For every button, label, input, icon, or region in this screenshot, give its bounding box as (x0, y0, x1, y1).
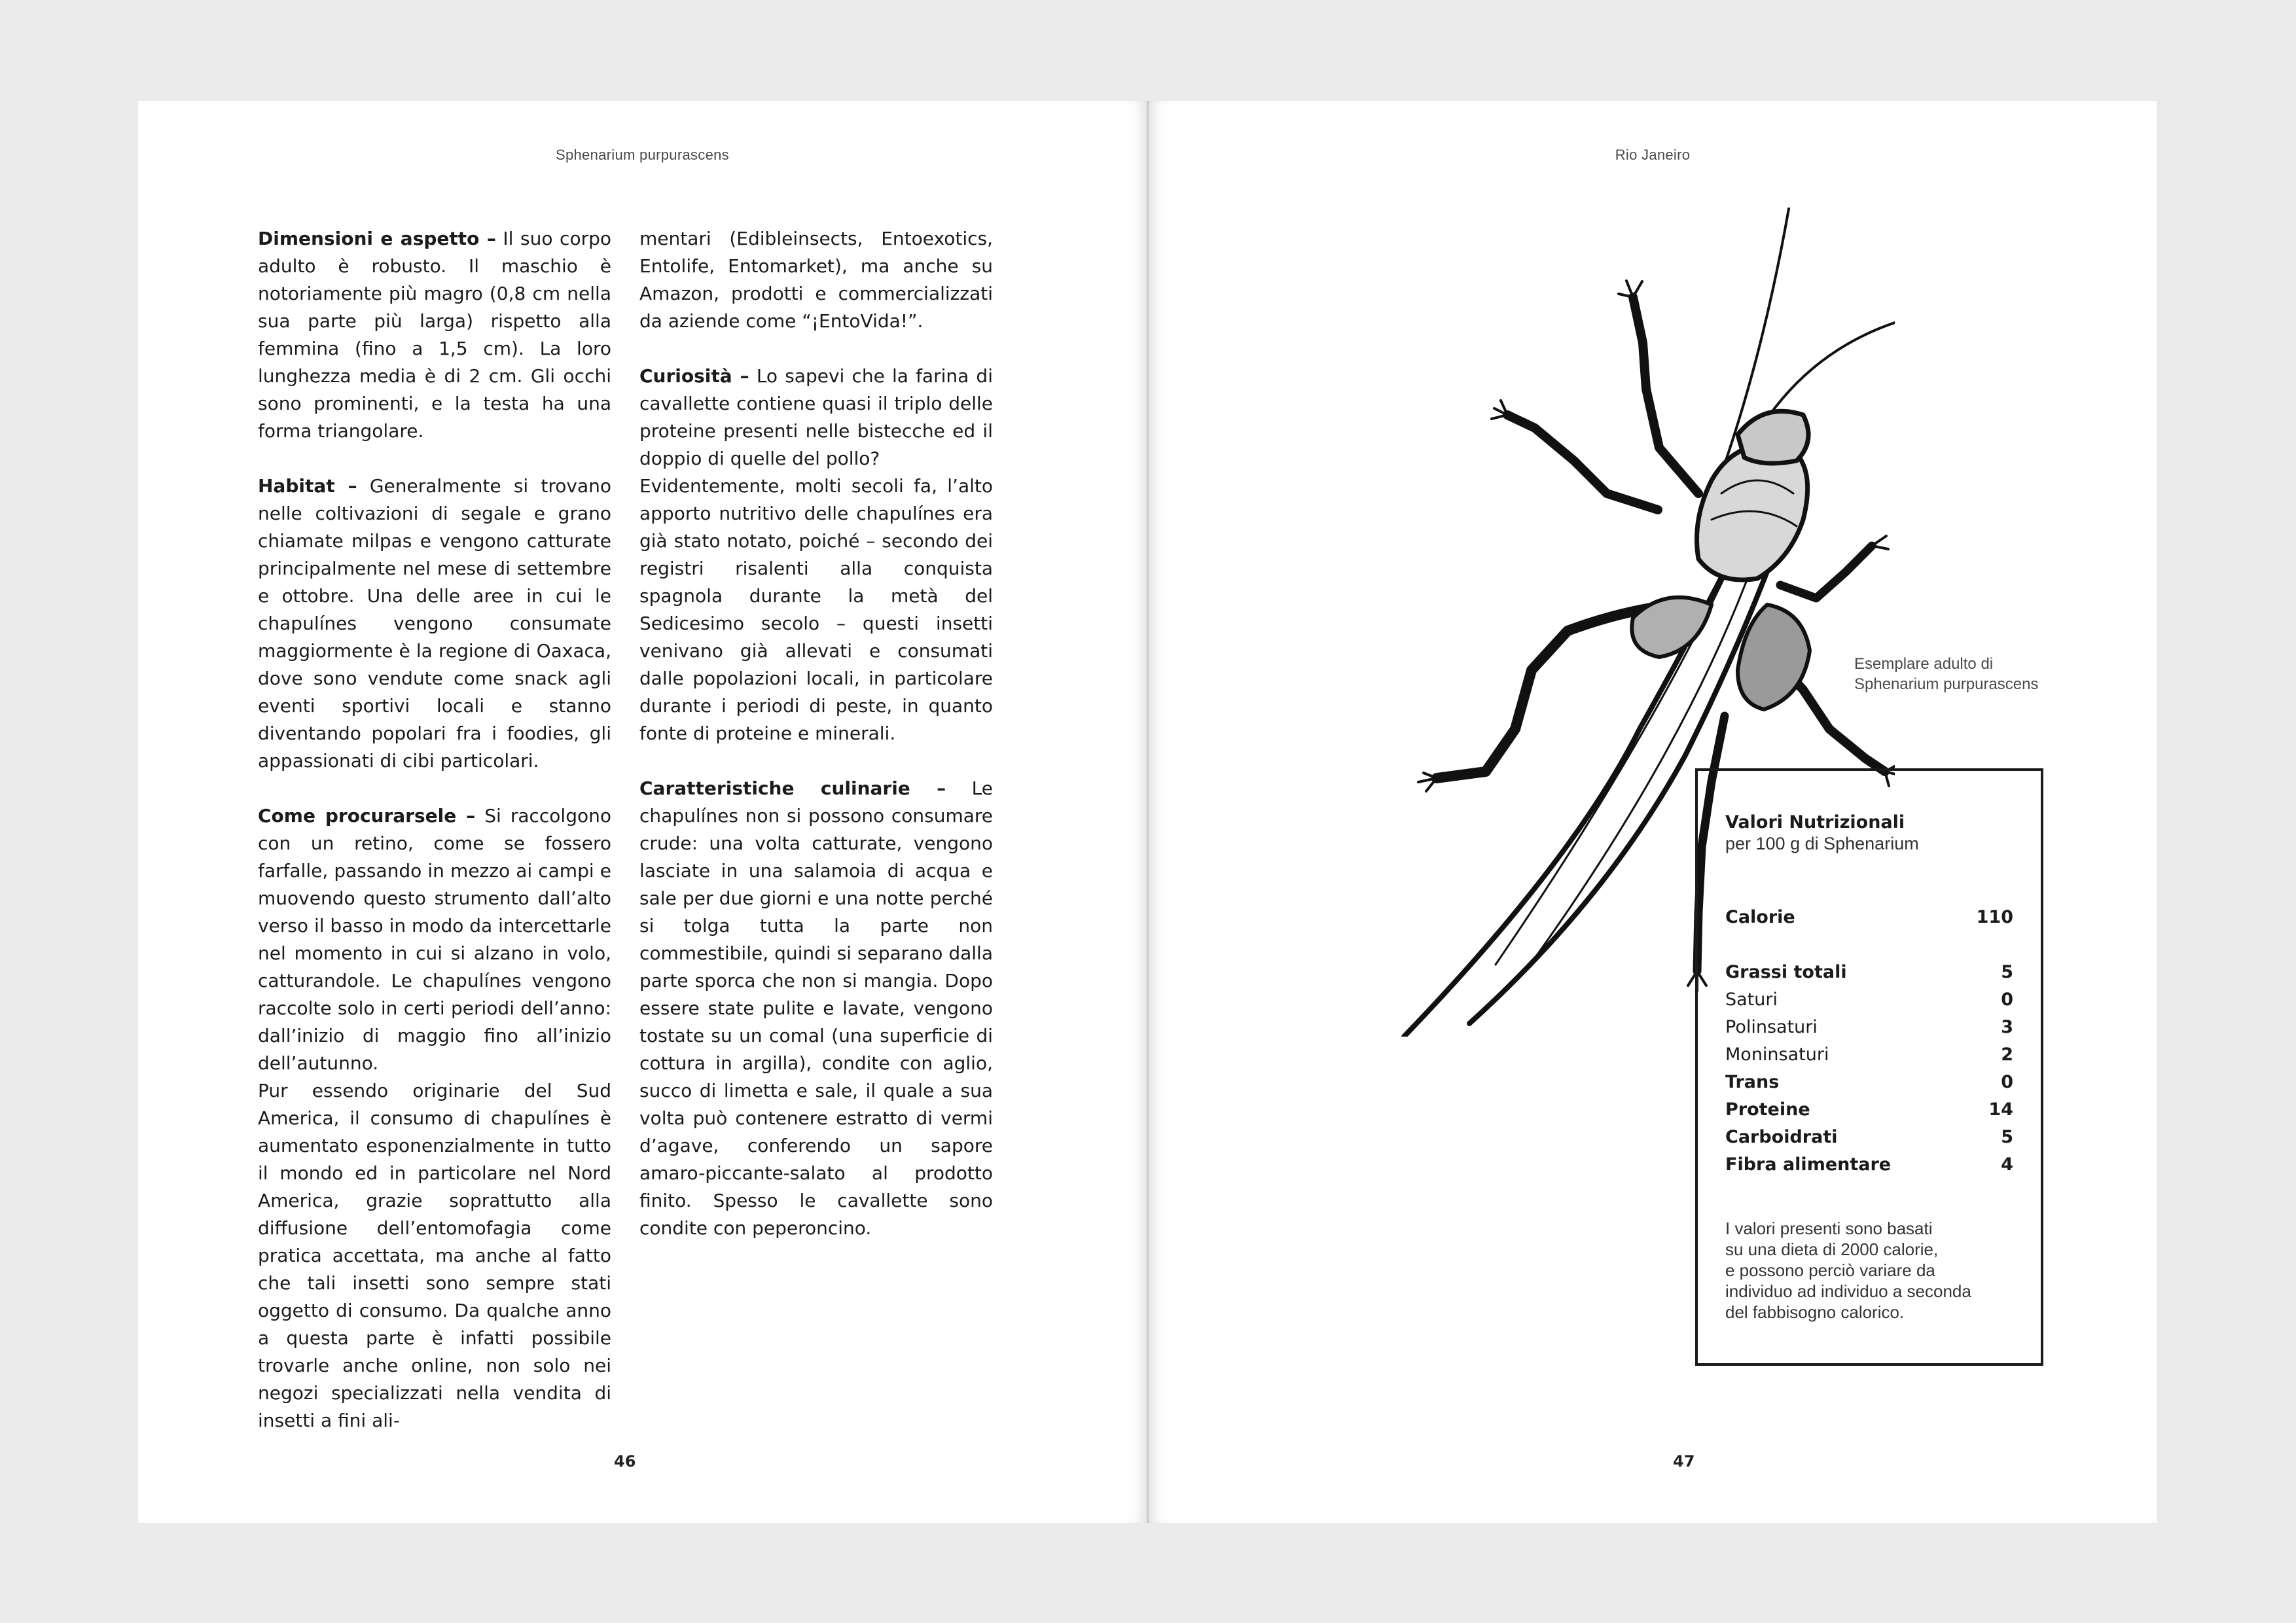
paragraph-dimensioni (258, 225, 611, 445)
text-column-2 (639, 225, 993, 1270)
page-number-left: 46 (614, 1452, 636, 1471)
note-line: e possono perciò variare da (1725, 1260, 1935, 1280)
paragraph-lead: Habitat – (258, 475, 357, 497)
nutrition-row-saturi (1725, 986, 2013, 1014)
nutrition-row-polinsaturi (1725, 1014, 2013, 1041)
paragraph-procurarsele (258, 802, 611, 1077)
paragraph-body: Si raccolgono con un retino, come se fossero farfalle, passando in mezzo ai campi e muovendo questo strumento dall’alto verso il basso in modo da intercettarle nel momento in cui si alzano in volo, catturandole. Le chapulínes vengono raccolte solo in certi periodi dell’anno: dall’inizio di maggio fino all’inizio dell’autunno. (258, 805, 611, 1074)
nutrition-label: Calorie (1725, 907, 1795, 927)
nutrition-label: Polinsaturi (1725, 1017, 1818, 1037)
note-line: su una dieta di 2000 calorie, (1725, 1240, 1939, 1259)
nutrition-value: 0 (2001, 990, 2013, 1010)
nutrition-row-moninsaturi (1725, 1041, 2013, 1069)
nutrition-row-proteine (1725, 1096, 2013, 1124)
caption-line: Esemplare adulto di (1854, 655, 1994, 673)
paragraph-body: Pur essendo originarie del Sud America, il consumo di chapulínes è aumentato esponenzialmente in tutto il mondo ed in particolare nel Nord America, grazie soprattutto alla diffusione dell’entomofagia come pratica accettata, ma anche al fatto che tali insetti sono sempre stati oggetto di consumo. Da qualche anno a questa parte è infatti possibile trovarle anche online, non solo nei negozi specializzati nella vendita di insetti a fini ali- (258, 1080, 611, 1431)
paragraph-sud-america (258, 1077, 611, 1435)
nutrition-row-calorie (1725, 904, 2013, 931)
nutrition-value: 14 (1988, 1099, 2013, 1120)
paragraph-lead: Caratteristiche culinarie – (639, 777, 946, 799)
note-line: individuo ad individuo a seconda (1725, 1281, 1971, 1301)
paragraph-body: Generalmente si trovano nelle coltivazioni di segale e grano chiamate milpas e vengono catturate principalmente nel mese di settembre e ottobre. Una delle aree in cui le chapulínes vengono consumate maggiormente è la regione di Oaxaca, dove sono vendute come snack agli eventi sportivi locali e stanno diventando popolari fra i foodies, gli appassionati di cibi particolari. (258, 475, 611, 772)
nutrition-label: Proteine (1725, 1099, 1810, 1120)
nutrition-label: Saturi (1725, 990, 1778, 1010)
paragraph-curiosita (639, 363, 993, 473)
paragraph-body: Lo sapevi che la farina di cavallette contiene quasi il triplo delle proteine presenti nelle bistecche ed il doppio di quelle del pollo? (639, 365, 993, 469)
nutrition-row-carboidrati (1725, 1124, 2013, 1151)
nutrition-title: Valori Nutrizionali (1725, 812, 1905, 832)
left-page (138, 101, 1147, 1523)
caption-line: Sphenarium purpurascens (1854, 675, 2039, 693)
paragraph-habitat (258, 473, 611, 775)
nutrition-row-fibra (1725, 1151, 2013, 1179)
nutrition-value: 2 (2001, 1044, 2013, 1065)
nutrition-subtitle: per 100 g di Sphenarium (1725, 834, 1919, 853)
nutrition-row-grassi (1725, 959, 2013, 986)
paragraph-lead: Come procurarsele – (258, 805, 476, 827)
text-column-1 (258, 225, 611, 1462)
paragraph-lead: Curiosità – (639, 365, 749, 387)
illustration-caption (1854, 654, 2103, 694)
nutrition-note (1725, 1218, 2013, 1323)
nutrition-value: 110 (1976, 907, 2013, 927)
paragraph-continuation (639, 225, 993, 335)
paragraph-body: mentari (Edibleinsects, Entoexotics, Entolife, Entomarket), ma anche su Amazon, prodotti e commercializzati da aziende come “¡EntoVida!”. (639, 228, 993, 332)
nutrition-value: 3 (2001, 1017, 2013, 1037)
nutrition-value: 0 (2001, 1072, 2013, 1092)
nutrition-label: Carboidrati (1725, 1127, 1838, 1147)
paragraph-lead: Dimensioni e aspetto – (258, 228, 496, 249)
right-page (1149, 101, 2157, 1523)
paragraph-culinarie (639, 775, 993, 1242)
paragraph-body: Le chapulínes non si possono consumare crude: una volta catturate, vengono lasciate in una salamoia di acqua e sale per due giorni e una notte perché si tolga tutta la parte non commestibile, quindi si separano dalla parte sporca che non si mangia. Dopo essere state pulite e lavate, vengono tostate su un comal (una superficie di cottura in argilla), condite con aglio, succo di limetta e sale, il quale a sua volta può contenere estratto di vermi d’agave, conferendo un sapore amaro-piccante-salato al prodotto finito. Spesso le cavallette sono condite con peperoncino. (639, 777, 993, 1239)
nutrition-facts-box (1695, 768, 2043, 1366)
paragraph-body: Evidentemente, molti secoli fa, l’alto apporto nutritivo delle chapulínes era già stato notato, poiché – secondo dei registri risalenti alla conquista spagnola durante la metà del Sedicesimo secolo – questi insetti venivano già allevati e consumati dalle popolazioni locali, in particolare durante i periodi di peste, in quanto fonte di proteine e minerali. (639, 475, 993, 744)
nutrition-label: Moninsaturi (1725, 1044, 1829, 1065)
paragraph-body: Il suo corpo adulto è robusto. Il maschio è notoriamente più magro (0,8 cm nella sua parte più larga) rispetto alla femmina (fino a 1,5 cm). La loro lunghezza media è di 2 cm. Gli occhi sono prominenti, e la testa ha una forma triangolare. (258, 228, 611, 442)
nutrition-label: Grassi totali (1725, 962, 1847, 982)
running-head-left: Sphenarium purpurascens (556, 147, 729, 163)
nutrition-value: 5 (2001, 962, 2013, 982)
nutrition-label: Trans (1725, 1072, 1780, 1092)
nutrition-row-trans (1725, 1069, 2013, 1096)
page-number-right: 47 (1673, 1452, 1695, 1471)
nutrition-label: Fibra alimentare (1725, 1154, 1892, 1175)
paragraph-evidentemente (639, 473, 993, 747)
nutrition-value: 4 (2001, 1154, 2013, 1175)
note-line: I valori presenti sono basati (1725, 1219, 1933, 1238)
note-line: del fabbisogno calorico. (1725, 1302, 1905, 1322)
nutrition-value: 5 (2001, 1127, 2013, 1147)
running-head-right: Rio Janeiro (1615, 147, 1691, 163)
